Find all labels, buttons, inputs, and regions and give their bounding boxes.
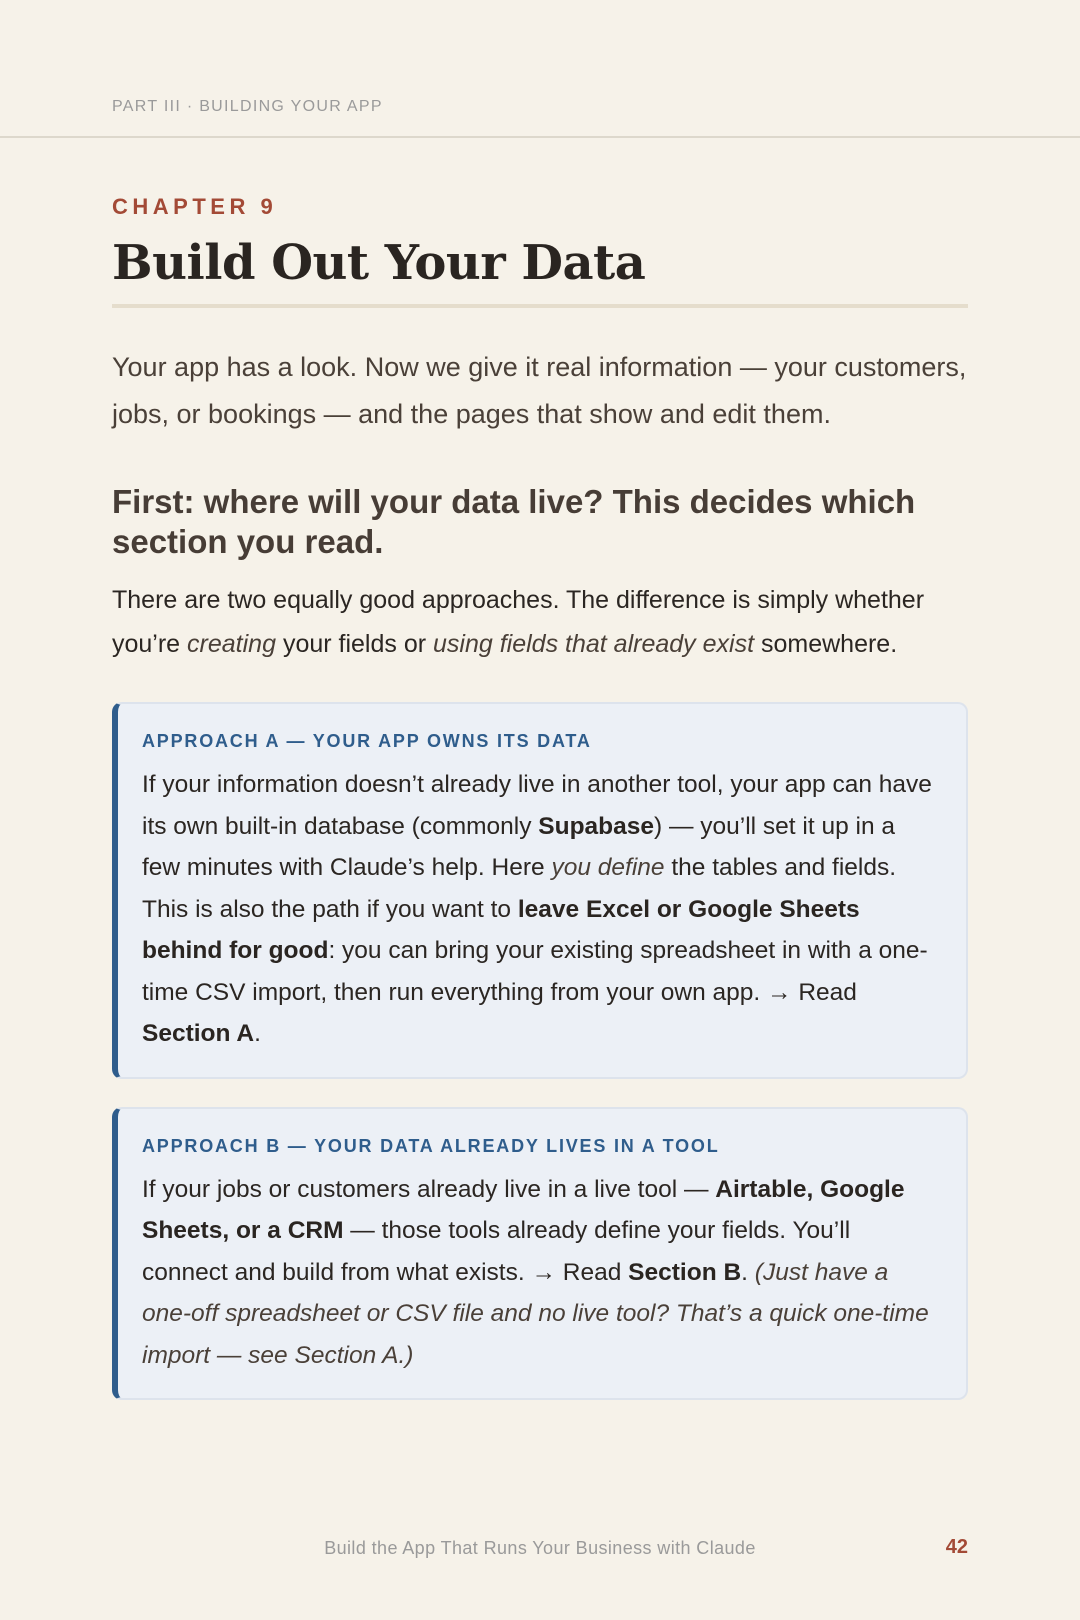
body-emphasis: creating xyxy=(187,630,276,658)
body-text: There are two equally good approaches. The difference is simply whether you’re xyxy=(112,586,925,658)
chapter-title: Build Out Your Data xyxy=(112,235,646,291)
body-text: If your information doesn’t already live in another tool, your app can have its own built-in database (commonly xyxy=(142,771,932,840)
body-bold: leave Excel or Google Sheets behind for good xyxy=(142,895,860,964)
section-b-reference: Section B xyxy=(628,1258,742,1286)
body-text: somewhere. xyxy=(754,630,898,658)
chapter-label: CHAPTER 9 xyxy=(112,194,278,219)
page-number: 42 xyxy=(945,1536,968,1558)
body-bold: Supabase xyxy=(538,812,655,840)
section-body xyxy=(112,578,968,666)
title-divider xyxy=(112,304,968,308)
approach-a-body xyxy=(142,764,938,1055)
section-a-reference: Section A xyxy=(142,1020,255,1047)
running-head: PART III · BUILDING YOUR APP xyxy=(112,98,383,115)
body-text: your fields or xyxy=(276,630,434,658)
section-heading: First: where will your data live? This decides which section you read. xyxy=(112,483,916,560)
body-text: . xyxy=(254,1020,261,1047)
body-bold: Airtable, Google Sheets, or a CRM xyxy=(142,1175,905,1244)
body-text: If your jobs or customers already live in a live tool — xyxy=(142,1175,716,1203)
footer-book-title: Build the App That Runs Your Business with Claude xyxy=(324,1538,756,1558)
approach-b-label: APPROACH B — YOUR DATA ALREADY LIVES IN A TOOL xyxy=(142,1135,720,1156)
header-divider xyxy=(0,136,1080,138)
page-content xyxy=(112,190,968,1400)
body-emphasis: (Just have a one-off spreadsheet or CSV file and no live tool? That’s a quick one-time import — see Section A.) xyxy=(142,1258,929,1369)
body-text: the tables and fields. This is also the path if you want to xyxy=(142,854,897,923)
body-text: ) — you’ll set it up in a few minutes with Claude’s help. Here xyxy=(142,812,896,881)
body-text: — those tools already define your fields. You’ll connect and build from what exists. → Read xyxy=(142,1217,851,1286)
approach-b-body xyxy=(142,1169,938,1377)
body-emphasis: using fields that already exist xyxy=(433,630,755,658)
approach-b-callout xyxy=(112,1107,968,1401)
body-text: : you can bring your existing spreadsheet in with a one-time CSV import, then run everything from your own app. → Read xyxy=(142,937,928,1006)
approach-a-label: APPROACH A — YOUR APP OWNS ITS DATA xyxy=(142,731,592,751)
approach-a-callout xyxy=(112,702,968,1079)
body-text: . xyxy=(741,1258,755,1286)
intro-paragraph: Your app has a look. Now we give it real information — your customers, jobs, or bookings — and the pages that show and edit them. xyxy=(112,352,967,429)
body-emphasis: you define xyxy=(551,854,665,881)
